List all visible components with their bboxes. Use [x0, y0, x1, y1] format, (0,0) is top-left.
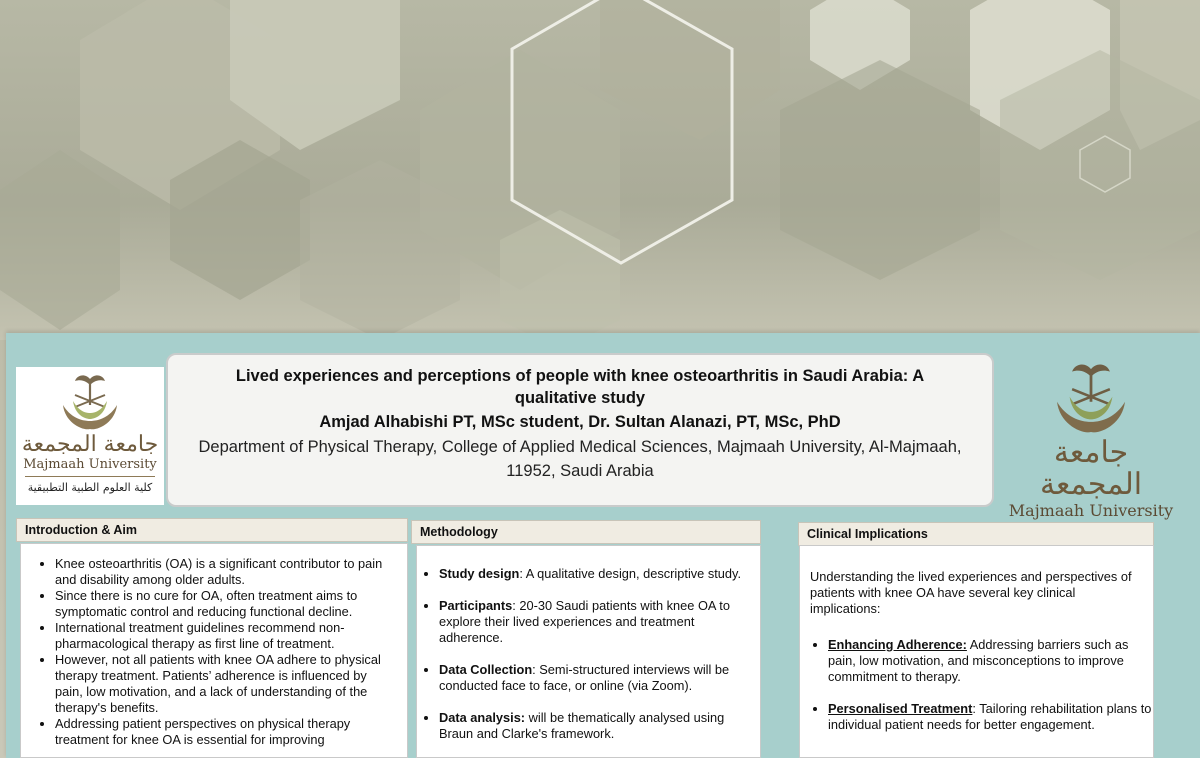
- item-text: : Tailoring rehabilitation plans to individual patient needs for better engagement.: [828, 701, 1152, 732]
- introduction-heading: Introduction & Aim: [16, 518, 408, 542]
- item-text: : A qualitative design, descriptive study.: [519, 566, 742, 581]
- wall-hexagon-background: [0, 0, 1200, 340]
- list-item: [439, 598, 760, 646]
- list-item: [828, 637, 1153, 685]
- list-item: [439, 710, 760, 742]
- poster-affiliation: Department of Physical Therapy, College of Applied Medical Sciences, Majmaah University, Al-Majmaah, 11952, Saudi Arabia: [198, 438, 962, 480]
- list-item: • International treatment guidelines recommend non-pharmacological therapy as first line of treatment.: [55, 620, 407, 652]
- university-arabic-name: جامعة المجمعة: [21, 432, 159, 457]
- poster-board: [6, 333, 1200, 758]
- logo-divider: [25, 476, 155, 477]
- clinical-panel: [799, 545, 1154, 758]
- list-item: [439, 566, 760, 582]
- palm-swords-emblem-icon: [55, 371, 125, 433]
- item-text: : Semi-structured interviews will be conducted face to face, or online (via Zoom).: [439, 662, 730, 693]
- college-arabic-name: كلية العلوم الطبية التطبيقية: [27, 481, 153, 494]
- majmaah-university-logo-right: [1001, 355, 1181, 520]
- item-label: Enhancing Adherence:: [828, 637, 967, 652]
- majmaah-university-logo-left: [16, 367, 164, 505]
- methodology-heading: Methodology: [411, 520, 761, 544]
- clinical-heading: Clinical Implications: [798, 522, 1154, 546]
- list-item: • However, not all patients with knee OA adhere to physical therapy treatment. Patients’ adherence is influenced by pain, low motivation, and a lack of understanding of the therapy's benefits.: [55, 652, 407, 716]
- item-text: will be thematically analysed using Braun and Clarke's framework.: [439, 710, 725, 741]
- item-text: Addressing barriers such as pain, low motivation, and misconceptions to improve commitment to therapy.: [828, 637, 1129, 684]
- item-label: Study design: [439, 566, 520, 581]
- item-label: Data analysis:: [439, 710, 526, 725]
- university-english-name: Majmaah University: [1008, 501, 1174, 520]
- item-label: Participants: [439, 598, 513, 613]
- methodology-list: [417, 566, 760, 742]
- introduction-panel: [20, 543, 408, 758]
- list-item: [828, 701, 1153, 733]
- clinical-lead: Understanding the lived experiences and perspectives of patients with knee OA have several key clinical implications:: [810, 569, 1132, 616]
- list-item: [439, 662, 760, 694]
- poster-title-box: [166, 353, 994, 507]
- poster-title-line2: qualitative study: [514, 389, 646, 407]
- poster-authors: Amjad Alhabishi PT, MSc student, Dr. Sultan Alanazi, PT, MSc, PhD: [319, 413, 841, 431]
- methodology-panel: [416, 545, 761, 758]
- item-text: : 20-30 Saudi patients with knee OA to explore their lived experiences and treatment adherence.: [439, 598, 730, 645]
- list-item: • Since there is no cure for OA, often treatment aims to symptomatic control and reducing functional decline.: [55, 588, 407, 620]
- list-item: • Addressing patient perspectives on physical therapy treatment for knee OA is essential for improving: [55, 716, 407, 748]
- introduction-list: [21, 556, 407, 748]
- university-english-name: Majmaah University: [23, 457, 157, 472]
- clinical-list: [800, 637, 1153, 733]
- item-label: Personalised Treatment: [828, 701, 973, 716]
- item-label: Data Collection: [439, 662, 533, 677]
- university-arabic-name: جامعة المجمعة: [1039, 435, 1143, 502]
- palm-swords-emblem-icon: [1046, 359, 1136, 437]
- list-item: • Knee osteoarthritis (OA) is a significant contributor to pain and disability among older adults.: [55, 556, 407, 588]
- poster-title-line1: Lived experiences and perceptions of people with knee osteoarthritis in Saudi Arabia: A: [235, 367, 925, 385]
